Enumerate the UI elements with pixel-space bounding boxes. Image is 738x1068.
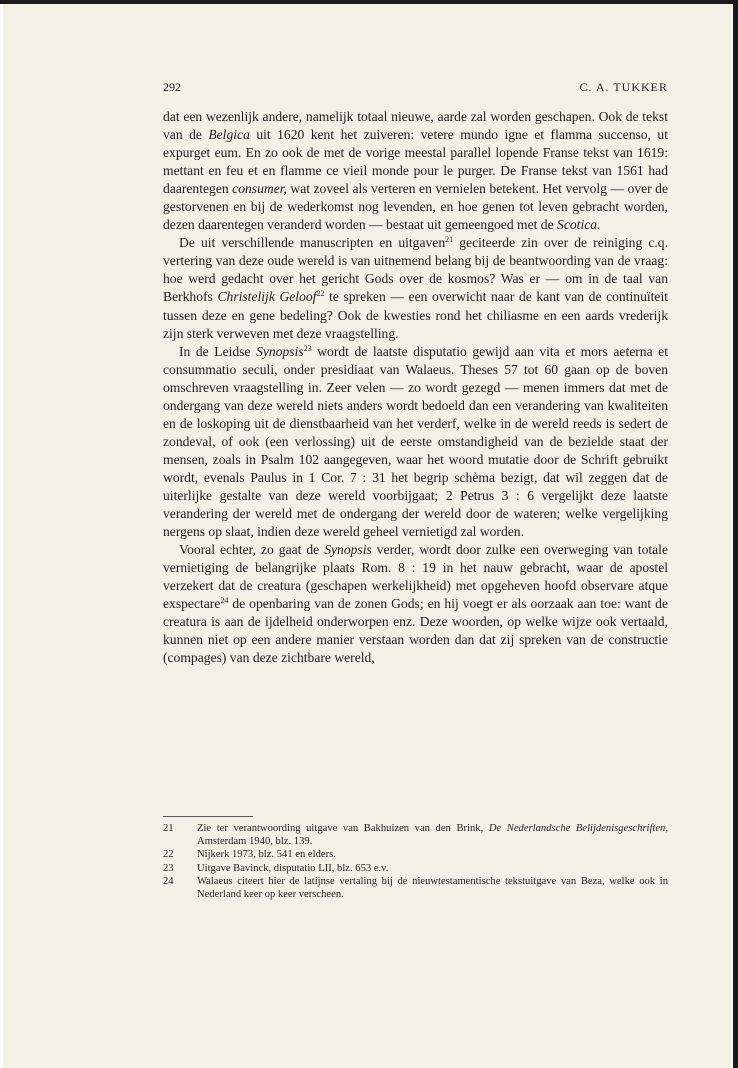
footnote — [163, 875, 668, 901]
footnote-ref: 24 — [220, 596, 229, 606]
footnote-number: 23 — [163, 862, 174, 874]
footnote-number: 24 — [163, 875, 174, 887]
page-header — [163, 80, 668, 98]
text-run: Walaeus citeert hier de latijnse vertaling bij de nieuwtestamentische tekstuitgave van Beza, welke ook in Nederland keer op keer verscheen. — [197, 875, 668, 901]
footnote-rule — [163, 816, 253, 817]
text-run: dat een wezenlijk andere, namelijk totaal nieuwe, aarde zal worden geschapen. Ook de tekst van de — [163, 109, 668, 143]
paragraph — [163, 541, 668, 667]
scan-border-right — [733, 0, 738, 1068]
text-run: Amsterdam 1940, blz. 139. — [197, 836, 313, 848]
footnote-ref: 21 — [445, 235, 454, 245]
footnote — [163, 862, 668, 875]
footnote-text — [197, 876, 668, 900]
footnote-text — [197, 823, 668, 847]
text-run: wat zoveel als verteren en vernielen betekent. Het vervolg — over de gestorvenen en bij de wederkomst nog levenden, en hoe genen tot leven gebracht worden, dezen daarentegen veranderd worden — bestaat uit gemeengoed met de — [163, 181, 668, 233]
italic-text: Synopsis — [256, 343, 304, 359]
text-run: In de Leidse — [179, 343, 257, 359]
text-run: wordt de laatste disputatio gewijd aan vita et mors aeterna et consummatio seculi, onder presidiaat van Walaeus. Theses 57 tot 60 gaan op de boven omschreven vraagstelling in. Zeer velen — zo wordt gezegd — menen immers dat met de ondergang van deze wereld niets anders wordt bedoeld dan een verandering van kwaliteiten en de loskoping uit de dienstbaarheid van het verderf, welke in de wereld reeds is sedert de zondeval, of ook (een verlossing) uit de eerste omstandigheid van de bezielde staat der mensen, zoals in Psalm 102 aangegeven, waar het woord mutatie door de Schrift gebruikt wordt, evenals Paulus in 1 Cor. 7 : 31 het begrip schèma bezigt, dat wil zeggen dat de uiterlijke gestalte van deze wereld voorbijgaat; 2 Petrus 3 : 6 vergelijkt deze laatste verandering der wereld met de ondergang der wereld door de wateren; welke vergelijking nergens op slaat, indien deze wereld geheel vernietigd zal worden. — [163, 343, 668, 540]
page-number: 292 — [163, 80, 181, 94]
italic-text: Christelijk Geloof — [217, 289, 317, 305]
footnote-number: 21 — [163, 823, 174, 834]
paragraph — [163, 234, 668, 342]
body-text — [163, 108, 668, 667]
paragraph — [163, 108, 668, 234]
text-run: De uit verschillende manuscripten en uitgaven — [179, 235, 446, 251]
footnote — [163, 822, 668, 848]
italic-text: De Nederlandsche Belijdenisgeschriften, — [488, 823, 668, 834]
footnote-ref: 22 — [316, 289, 325, 299]
text-run: te spreken — een overwicht naar de kant van de continuïteit tussen deze en gene bedeling? Ook de kwesties rond het chiliasme en een aards vrederijk zijn sterk verweven met deze vraagstelling. — [163, 289, 669, 341]
footnote — [163, 848, 668, 861]
text-run: Nijkerk 1973, blz. 541 en elders. — [197, 849, 336, 861]
footnotes — [163, 822, 668, 901]
footnote-ref: 23 — [303, 343, 312, 353]
text-run: de openbaring van de zonen Gods; en hij voegt er als oorzaak aan toe: want de creatura is aan de ijdelheid onderworpen enz. Deze woorden, op welke wijze ook vertaald, kunnen niet op een andere manier verstaan worden dan dat zij spreken van de constructie (compages) van deze zichtbare wereld, — [163, 596, 668, 666]
paragraph — [163, 343, 668, 542]
text-run: uit 1620 kent het zuiveren: vetere mundo igne et flamma succenso, ut expurget eum. En zo ook de met de vorige meestal parallel lopende Franse tekst van 1619: mettant en feu et en flamme ce vieil monde pour le purger. De Franse tekst van 1561 had daarentegen — [163, 127, 668, 197]
italic-text: Belgica — [208, 127, 250, 143]
text-run: Uitgave Bavinck, disputatio LII, blz. 653 e.v. — [197, 862, 389, 874]
italic-text: consumer, — [232, 181, 287, 197]
italic-text: Synopsis — [324, 542, 372, 558]
text-run: Vooral echter, zo gaat de — [179, 542, 325, 558]
footnote-text — [197, 849, 336, 860]
text-run: geciteerde zin over de reiniging c.q. vertering van deze oude wereld is van uitnemend belang bij de beantwoording van de vraag: hoe werd gedacht over het gericht Gods over de kosmos? Was er — om in de taal van Berkhofs — [163, 235, 668, 305]
footnote-text — [197, 863, 388, 874]
footnote-number: 22 — [163, 849, 174, 861]
running-head: C. A. TUKKER — [579, 80, 668, 94]
text-run: verder, wordt door zulke een overweging van totale vernietiging de belangrijke plaats Rom. 8 : 19 in het nauw gebracht, waar de apostel verzekert dat de creatura (geschapen werkelijkheid) met opgeheven hoofd observare atque exspectare — [163, 542, 668, 612]
italic-text: Scotica. — [557, 217, 601, 233]
text-run: Zie ter verantwoording uitgave van Bakhuizen van den Brink, — [197, 823, 489, 834]
